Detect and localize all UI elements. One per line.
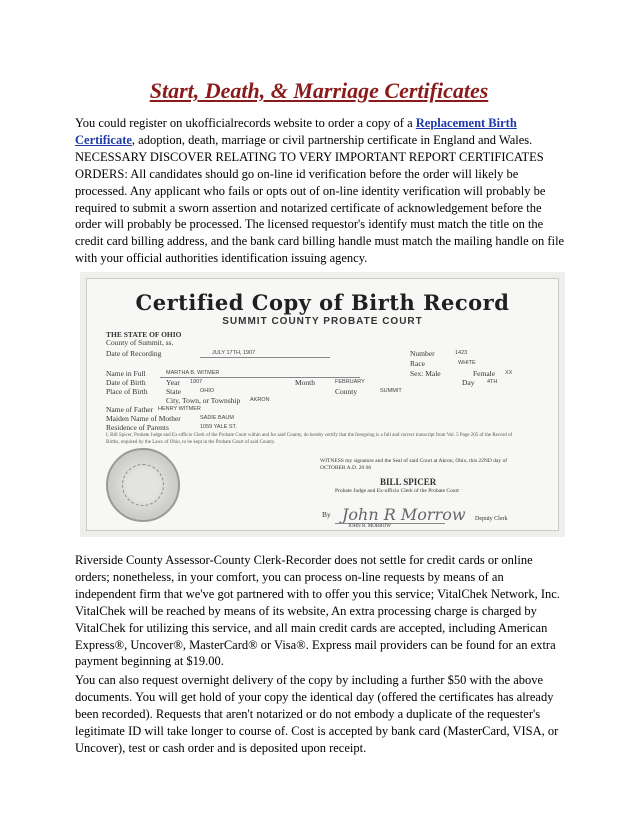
intro-text-after-link: , adoption, death, marriage or civil partnership certificate in England and Wales. NECESSARY DISCOVER RELATING TO VERY IMPORTANT REPORT CERTIFICATES ORDERS: All candidates should go on-line id verification before the order will likely be processed. Any applicant who fails or opts out of on-line identity verification will probably be required to submit a sworn assertion and notarized certificate of acknowledgement before the order will probably be processed. The licensed requestor's identify must match the title on the credit card billing address, and the bank card billing handle must match the mailing handle on file with your official authorities identification issuing agency. xyxy=(75,132,565,266)
day-value: 4TH xyxy=(487,379,498,385)
name-rule xyxy=(160,377,360,378)
pob-label: Place of Birth xyxy=(106,387,148,396)
sex-female-label: Female xyxy=(473,369,496,378)
state-line: THE STATE OF OHIO xyxy=(106,330,182,339)
by-label: By xyxy=(322,510,331,519)
month-value: FEBRUARY xyxy=(335,379,365,385)
county-value: SUMMIT xyxy=(380,388,402,394)
court-seal-icon xyxy=(106,448,180,522)
state-label: State xyxy=(166,387,181,396)
date-of-recording-rule xyxy=(200,357,330,358)
date-of-recording-value: JULY 17TH, 1907 xyxy=(212,350,256,356)
intro-text-before-link: You could register on ukofficialrecords website to order a copy of a xyxy=(75,116,416,130)
month-label: Month xyxy=(295,378,316,387)
certificate-heading: Certified Copy of Birth Record xyxy=(135,290,510,315)
father-label: Name of Father xyxy=(106,405,154,414)
dob-label: Date of Birth xyxy=(106,378,146,387)
deputy-signature: John R Morrow xyxy=(342,505,466,524)
city-value: AKRON xyxy=(250,397,270,403)
overnight-delivery-paragraph: You can also request overnight delivery of the copy by including a further $50 with the above documents. You will get hold of your copy the identical day (offered the certificates has already been recorded). Requests that aren't notarized or do not embody a duplicate of the requester's legitimate ID will take longer to course of. Cost is accepted by bank card (MasterCard, VISA, or Uncover), test or cash order and is deposited upon receipt. xyxy=(75,673,559,755)
year-label: Year xyxy=(166,378,180,387)
city-label: City, Town, or Township xyxy=(166,396,241,405)
name-value: MARTHA B. WITMER xyxy=(166,370,220,376)
replacement-birth-certificate-link[interactable]: Replacement Birth Certificate xyxy=(75,116,517,147)
mother-value: SADIE BAUM xyxy=(200,415,234,421)
vitalchek-paragraph: Riverside County Assessor-County Clerk-Recorder does not settle for credit cards or online orders; nonetheless, in your comfort, you can process on-line requests by means of an independent firm that we've got partnered with to offer you this service; VitalChek Network, Inc. VitalChek will be reached by means of its website, An extra processing charge is charged by VitalChek for utilizing this service, and all main credit cards are accepted, including American Express®, Uncover®, MasterCard® or Visa®. Express mail providers can be found for an extra payment beginning at $19.00. xyxy=(75,553,560,669)
judge-name: BILL SPICER xyxy=(380,477,437,487)
certification-text: I, Bill Spicer, Probate Judge and Ex-officio Clerk of the Probate Court within and for said County, do hereby certify that the foregoing is a full and correct transcript from Vol. 5 Page 205 of the Record of Births, required by the Laws of Ohio, to be kept in the Probate Court of said County. xyxy=(106,433,513,445)
day-label: Day xyxy=(462,378,475,387)
name-label: Name in Full xyxy=(106,369,146,378)
witness-text: WITNESS my signature and the Seal of said Court at Akron, Ohio, this 22ND day of OCTOBER A.D. 20 06 xyxy=(320,458,508,471)
year-value: 1907 xyxy=(190,379,203,385)
number-value: 1423 xyxy=(455,350,468,356)
race-value: WHITE xyxy=(458,360,476,366)
intro-paragraph xyxy=(75,115,565,267)
father-value: HENRY WITMER xyxy=(158,406,201,412)
birth-certificate-image xyxy=(80,272,565,537)
state-value: OHIO xyxy=(200,388,215,394)
deputy-clerk-label: Deputy Clerk xyxy=(475,516,508,522)
page-title: Start, Death, & Marriage Certificates xyxy=(149,78,489,103)
residence-label: Residence of Parents xyxy=(106,423,169,432)
sex-male-label: Sex: Male xyxy=(410,369,441,378)
deputy-name: JOHN R. MORROW xyxy=(348,524,391,529)
county-label: County xyxy=(335,387,358,396)
number-label: Number xyxy=(410,349,435,358)
date-of-recording-label: Date of Recording xyxy=(106,349,162,358)
sex-female-mark: XX xyxy=(505,370,513,376)
mother-label: Maiden Name of Mother xyxy=(106,414,181,423)
judge-title: Probate Judge and Ex-officio Clerk of the Probate Court xyxy=(335,488,459,494)
residence-value: 1059 YALE ST. xyxy=(200,424,237,430)
county-line: County of Summit, ss. xyxy=(106,338,174,347)
race-label: Race xyxy=(410,359,425,368)
certificate-court: SUMMIT COUNTY PROBATE COURT xyxy=(222,316,423,327)
